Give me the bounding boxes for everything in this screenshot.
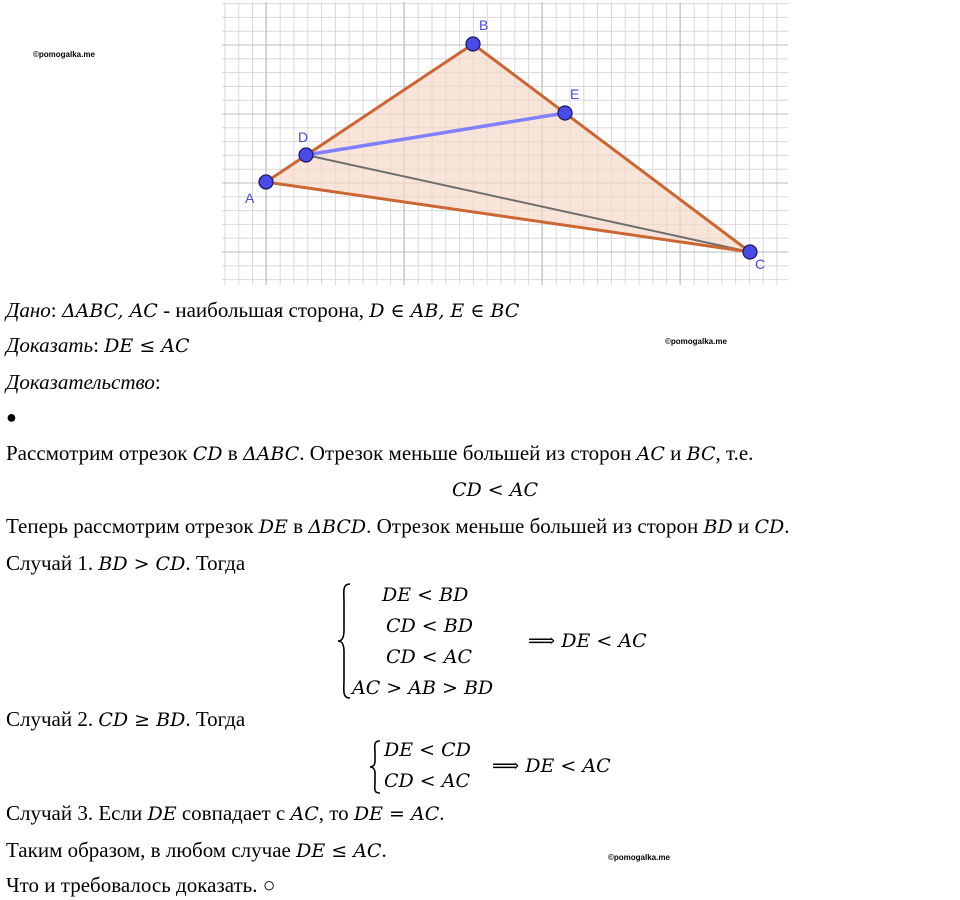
given-line [6, 297, 519, 324]
math: BD [703, 516, 733, 538]
math: BC [686, 443, 716, 465]
math: CD [192, 443, 223, 465]
point-a [259, 175, 273, 189]
proof-label: Доказательство [6, 370, 155, 394]
label-e: E [570, 86, 580, 102]
proof-label-line [6, 369, 161, 395]
text: Таким образом, в любом случае [6, 838, 297, 862]
math: CD ≥ BD [98, 709, 186, 731]
brace-1 [336, 582, 352, 700]
math: ΔBCD [308, 516, 367, 538]
case-3-line [6, 800, 445, 827]
text: . Отрезок меньше большей из сторон [366, 514, 704, 538]
qed-line: Что и требовалось доказать. ○ [6, 873, 276, 897]
text: . [381, 838, 387, 862]
proof-colon: : [154, 370, 161, 394]
system-1-result: ⟹ DE < AC [528, 630, 647, 652]
text: совпадает с [176, 801, 291, 825]
text: . Тогда [185, 551, 246, 575]
proof-line-1 [6, 440, 753, 467]
text: . Отрезок меньше большей из сторон [299, 441, 637, 465]
label-b: B [479, 17, 489, 33]
system-1-row-3: CD < AC [386, 646, 473, 668]
math: CD [754, 516, 785, 538]
geometry-figure [0, 0, 960, 290]
math: DE [258, 516, 288, 538]
text: Случай 2. [6, 707, 99, 731]
math: DE = AC [353, 803, 440, 825]
math: ΔABC [242, 443, 300, 465]
given-text: - наибольшая сторона, [157, 298, 370, 322]
watermark: ©pomogalka.me [33, 50, 95, 59]
math: BD > CD [98, 553, 186, 575]
equation-cd-ac: CD < AC [452, 479, 539, 501]
text: . [784, 514, 790, 538]
prove-line [6, 332, 190, 359]
text: Рассмотрим отрезок [6, 441, 193, 465]
text: , т.е. [715, 441, 754, 465]
label-d: D [298, 129, 309, 145]
case-1-line [6, 550, 245, 577]
system-2-row-1: DE < CD [384, 739, 471, 761]
given-math-2: D ∈ AB, E ∈ BC [369, 300, 520, 322]
system-2 [368, 737, 668, 797]
prove-label: Доказать [6, 333, 94, 357]
text: Теперь рассмотрим отрезок [6, 514, 259, 538]
text: и [664, 441, 687, 465]
system-2-result: ⟹ DE < AC [492, 755, 611, 777]
brace-2 [368, 739, 382, 795]
system-1-row-2: CD < BD [386, 615, 473, 637]
proof-line-2 [6, 513, 790, 540]
system-1 [330, 580, 710, 705]
given-math-1: ΔABC, AC [61, 300, 158, 322]
case-2-line [6, 706, 245, 733]
text: и [732, 514, 755, 538]
label-a: A [245, 190, 255, 206]
watermark: ©pomogalka.me [608, 853, 670, 862]
prove-math: DE ≤ AC [104, 335, 190, 357]
watermark: ©pomogalka.me [665, 337, 727, 346]
text: . Тогда [185, 707, 246, 731]
text: Случай 3. Если [6, 801, 148, 825]
prove-colon: : [93, 333, 99, 357]
conclusion-line [6, 837, 387, 864]
bullet: ● [6, 407, 17, 427]
math: DE [147, 803, 177, 825]
point-d [299, 148, 313, 162]
math: AC [290, 803, 319, 825]
math: DE ≤ AC [296, 840, 382, 862]
point-b [466, 37, 480, 51]
system-1-row-1: DE < BD [382, 584, 469, 606]
given-label: Дано [6, 298, 51, 322]
point-e [558, 106, 572, 120]
text: . [439, 801, 445, 825]
text: Случай 1. [6, 551, 99, 575]
text: в [287, 514, 309, 538]
system-1-row-4: AC > AB > BD [352, 677, 494, 699]
label-c: C [755, 256, 766, 272]
text: в [222, 441, 243, 465]
text: , то [318, 801, 354, 825]
math: AC [636, 443, 665, 465]
system-2-row-2: CD < AC [384, 770, 471, 792]
given-colon: : [50, 298, 57, 322]
